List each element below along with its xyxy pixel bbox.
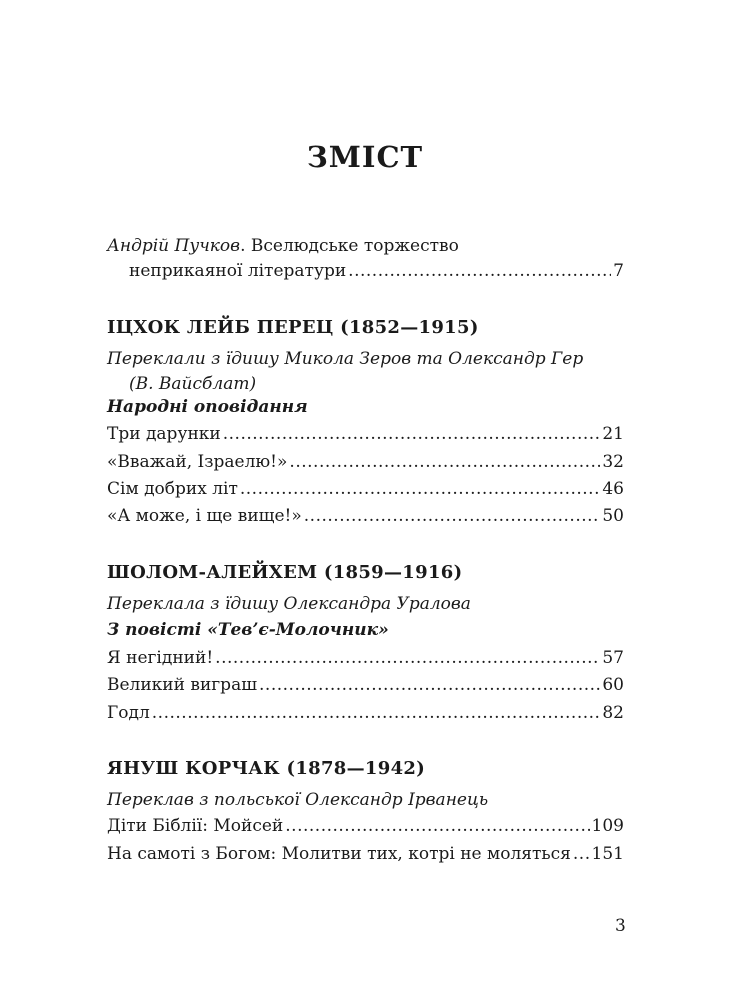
toc-item-page: 32: [602, 452, 624, 472]
toc-item-page: 109: [591, 816, 624, 836]
intro-title-line-1: [107, 234, 624, 259]
toc-item-label: Три дарунки: [107, 424, 221, 444]
page-number: 3: [615, 916, 626, 936]
toc-item-label: Годл: [107, 703, 150, 723]
toc-item[interactable]: [107, 842, 624, 867]
leader-dots: [348, 259, 611, 284]
translators-peretz-line-1: Переклали з їдишу Микола Зеров та Олександр Гер: [107, 349, 584, 369]
toc-item-page: 21: [602, 424, 624, 444]
leader-dots: [259, 673, 600, 698]
subheading-sholem-aleichem: З повісті «Тев’є-Молочник»: [107, 620, 389, 640]
leader-dots: [289, 450, 600, 475]
toc-item-label: «Вважай, Ізраелю!»: [107, 452, 288, 472]
toc-item[interactable]: [107, 422, 624, 447]
toc-item[interactable]: [107, 450, 624, 475]
toc-item[interactable]: [107, 646, 624, 671]
toc-item[interactable]: [107, 701, 624, 726]
section-heading-peretz: ІЦХОК ЛЕЙБ ПЕРЕЦ (1852—1915): [107, 317, 479, 338]
toc-item-label: На самоті з Богом: Молитви тих, котрі не моляться: [107, 844, 571, 864]
translators-sholem-aleichem: Переклала з їдишу Олександра Уралова: [107, 594, 471, 614]
toc-item[interactable]: [107, 477, 624, 502]
section-heading-korczak: ЯНУШ КОРЧАК (1878—1942): [107, 758, 426, 779]
toc-item-label: Діти Біблії: Мойсей: [107, 816, 284, 836]
toc-item-label: Великий виграш: [107, 675, 258, 695]
toc-item-page: 151: [591, 844, 624, 864]
intro-page: 7: [613, 261, 624, 281]
intro-entry[interactable]: [107, 234, 624, 284]
intro-title-part-1: . Вселюдське торжество: [240, 236, 459, 256]
leader-dots: [573, 842, 590, 867]
translators-peretz: [107, 347, 624, 397]
leader-dots: [285, 814, 589, 839]
toc-item-page: 50: [602, 506, 624, 526]
page-title: ЗМІСТ: [306, 140, 424, 174]
translators-peretz-line-2: (В. Вайсблат): [129, 374, 257, 394]
intro-title-part-2: неприкаяної літератури: [129, 261, 347, 281]
toc-item-label: «А може, і ще вище!»: [107, 506, 302, 526]
intro-title-line-2: [107, 259, 624, 284]
intro-author: Андрій Пучков: [107, 236, 241, 256]
translators-korczak: Переклав з польської Олександр Ірванець: [107, 790, 489, 810]
toc-item[interactable]: [107, 673, 624, 698]
toc-item[interactable]: [107, 814, 624, 839]
toc-item-page: 46: [602, 479, 624, 499]
toc-item-page: 82: [602, 703, 624, 723]
leader-dots: [215, 646, 600, 671]
section-heading-sholem-aleichem: ШОЛОМ-АЛЕЙХЕМ (1859—1916): [107, 562, 463, 583]
toc-item[interactable]: [107, 504, 624, 529]
toc-item-page: 60: [602, 675, 624, 695]
leader-dots: [304, 504, 601, 529]
leader-dots: [223, 422, 601, 447]
leader-dots: [152, 701, 601, 726]
leader-dots: [240, 477, 601, 502]
subheading-peretz: Народні оповідання: [107, 397, 308, 417]
toc-item-label: Сім добрих літ: [107, 479, 238, 499]
toc-item-page: 57: [602, 648, 624, 668]
toc-item-label: Я негідний!: [107, 648, 214, 668]
